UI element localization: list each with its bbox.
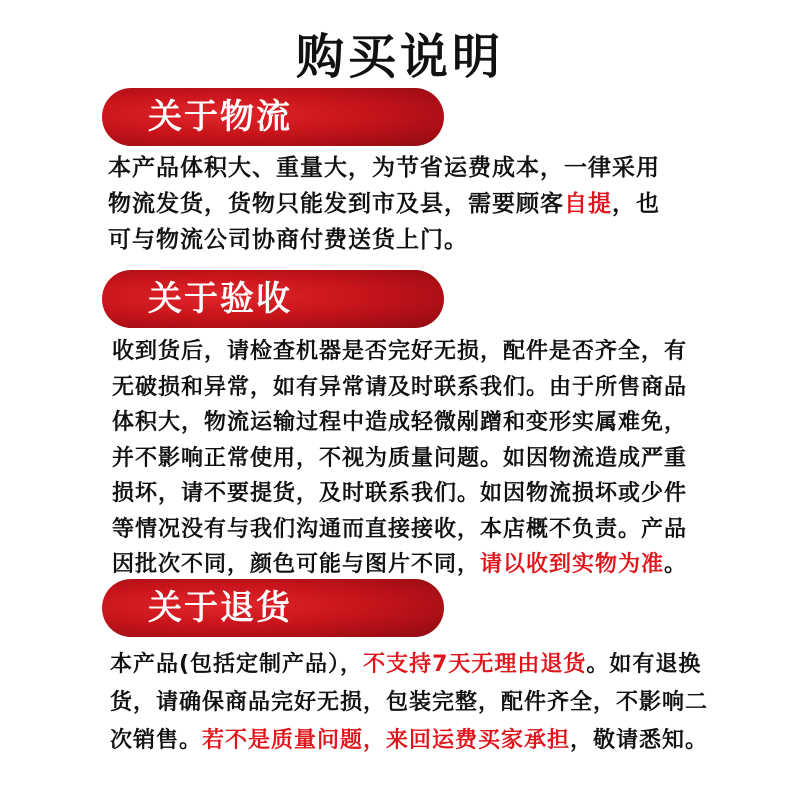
section-banner-logistics: 关于物流 [102, 88, 444, 146]
text-line [112, 476, 800, 512]
text-run: 。如有退换 [586, 652, 702, 677]
text-run: 并不影响正常使用，不视为质量问题。如因物流造成严重 [112, 445, 688, 471]
text-run: 等情况没有与我们沟通而直接接收，本店概不负责。产品 [112, 516, 688, 542]
section-body-returns [110, 646, 800, 760]
page-title: 购买说明 [295, 29, 504, 85]
text-line [110, 646, 800, 684]
highlight-text: 请以收到实物为准 [480, 552, 665, 577]
text-line [112, 370, 800, 406]
text-line [110, 684, 800, 722]
text-line [112, 547, 800, 583]
highlight-text: 若不是质量问题，来回运费买家承担 [202, 728, 571, 753]
text-line [108, 222, 798, 258]
text-run: 本产品体积大、重量大，为节省运费成本，一律采用 [108, 155, 660, 181]
highlight-text: 自提 [564, 191, 612, 217]
text-line [112, 512, 800, 548]
section-banner-inspection: 关于验收 [102, 270, 444, 328]
text-run: 体积大，物流运输过程中造成轻微剐蹭和变形实属难免， [112, 410, 688, 435]
text-run: 收到货后，请检查机器是否完好无损，配件是否齐全，有 [112, 339, 688, 364]
text-line [108, 186, 798, 222]
text-run: ，也 [612, 191, 660, 217]
text-run: 次销售。 [110, 728, 203, 753]
text-run: 。 [664, 552, 688, 577]
text-run: 因批次不同，颜色可能与图片不同， [112, 552, 481, 577]
text-line [112, 405, 800, 441]
text-run: 本产品(包括定制产品）， [110, 652, 364, 677]
text-line [108, 150, 798, 186]
text-run: 物流发货，货物只能发到市及县，需要顾客 [108, 191, 564, 217]
section-body-logistics [108, 150, 798, 258]
text-line [112, 441, 800, 477]
text-line [112, 334, 800, 370]
text-run: ，敬请悉知。 [570, 728, 709, 753]
text-run: 无破损和异常，如有异常请及时联系我们。由于所售商品 [112, 374, 688, 400]
section-banner-returns: 关于退货 [102, 579, 444, 637]
text-run: 货，请确保商品完好无损，包装完整，配件齐全，不影响二 [110, 690, 709, 715]
text-run: 可与物流公司协商付费送货上门。 [108, 227, 468, 253]
text-line [110, 722, 800, 760]
highlight-text: 不支持7天无理由退货 [363, 652, 587, 677]
text-run: 损坏，请不要提货，及时联系我们。如因物流损坏或少件 [112, 481, 688, 506]
section-body-inspection [112, 334, 800, 583]
